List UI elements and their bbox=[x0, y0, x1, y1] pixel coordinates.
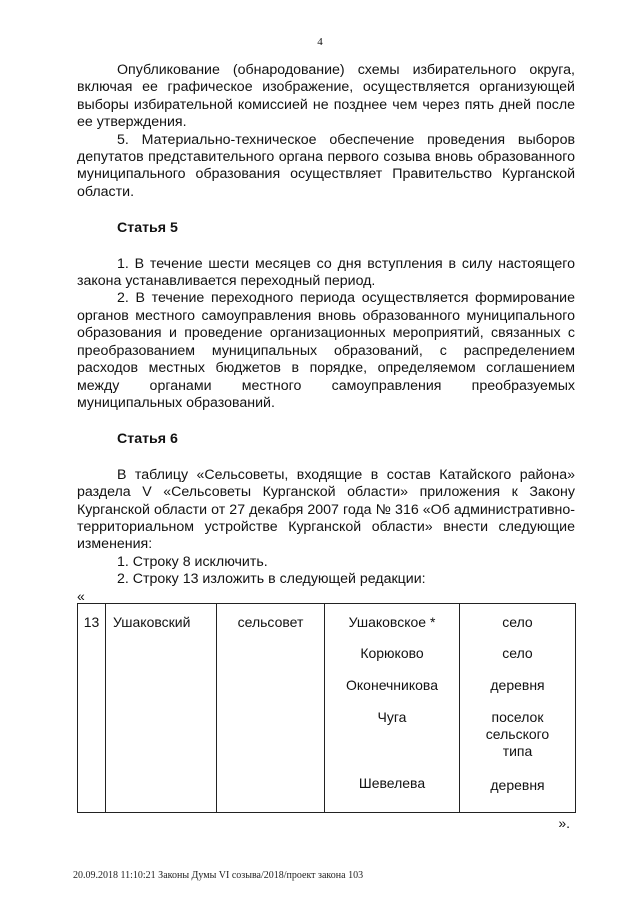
article-5-paragraph-2: 2. В течение переходного периода осуществляется формирование органов местного самоуправления вновь образованного муниципального образования и проведение организационных мероприятий, связанных с преобразованием муниципальных образований, с распределением расходов местных бюджетов в порядке, определяемом соглашением между органами местного самоуправления преобразуемых муниципальных образований. bbox=[77, 290, 575, 411]
settlement-name: Шевелева bbox=[358, 774, 426, 791]
paragraph-material-support: 5. Материально-техническое обеспечение проведения выборов депутатов представительного органа первого созыва вновь образованного муниципального образования осуществляет Правительство Курганской области. bbox=[77, 131, 575, 200]
settlement-kind: деревня bbox=[490, 776, 545, 793]
paragraph-publication: Опубликование (обнародование) схемы избирательного округа, включая ее графическое изображение, осуществляется организующей выборы избирательной комиссией не позднее чем через пять дней после ее утверждения. bbox=[77, 62, 575, 131]
settlement-name: Ушаковское * bbox=[348, 613, 436, 630]
settlement-name: Корюково bbox=[360, 644, 424, 661]
council-type-cell: сельсовет bbox=[217, 603, 325, 812]
council-name-cell: Ушаковский bbox=[106, 603, 217, 812]
closing-quote: ». bbox=[558, 814, 570, 831]
page-number: 4 bbox=[317, 36, 323, 48]
settlement-name: Чуга bbox=[377, 708, 407, 725]
document-body bbox=[77, 62, 575, 832]
opening-quote: « bbox=[77, 587, 85, 604]
article-6-item-2: 2. Строку 13 изложить в следующей редакции: bbox=[117, 571, 426, 588]
settlement-name: Оконечникова bbox=[346, 676, 438, 693]
article-6-intro: В таблицу «Сельсоветы, входящие в состав Катайского района» раздела V «Сельсоветы Курганской области» приложения к Закону Курганской области от 27 декабря 2007 года № 316 «Об административно-территориальном устройстве Курганской области» внести следующие изменения: bbox=[77, 466, 575, 553]
article-6-item-1: 1. Строку 8 исключить. bbox=[117, 553, 268, 570]
table-row bbox=[78, 603, 576, 812]
article-6-heading: Статья 6 bbox=[117, 431, 178, 448]
settlements-cell bbox=[325, 603, 460, 812]
row-number-cell: 13 bbox=[78, 603, 106, 812]
settlement-kinds-cell bbox=[460, 603, 576, 812]
settlement-kind: деревня bbox=[490, 676, 545, 693]
settlement-kind: поселок сельского типа bbox=[485, 708, 550, 759]
settlement-kind: село bbox=[502, 644, 533, 661]
article-5-paragraph-1: 1. В течение шести месяцев со дня вступления в силу настоящего закона устанавливается переходный период. bbox=[77, 255, 575, 290]
footer-file-path: 20.09.2018 11:10:21 Законы Думы VI созыва/2018/проект закона 103 bbox=[73, 870, 364, 881]
settlements-table bbox=[77, 603, 576, 813]
settlement-kind: село bbox=[502, 613, 533, 630]
article-5-heading: Статья 5 bbox=[117, 220, 178, 237]
